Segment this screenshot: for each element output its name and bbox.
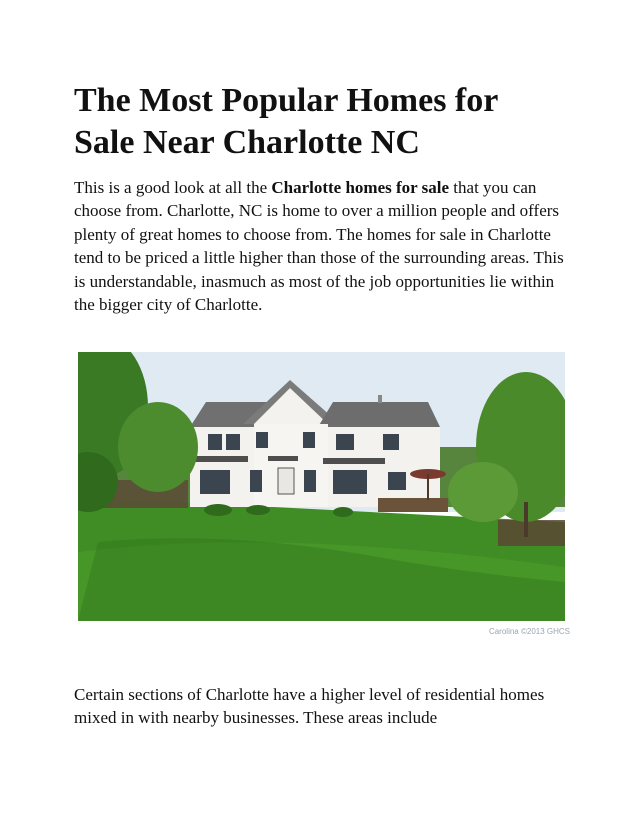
tree — [448, 462, 518, 522]
article-title — [74, 80, 574, 164]
window — [256, 432, 268, 448]
tree-trunk — [524, 502, 528, 537]
intro-bold-keyword: Charlotte homes for sale — [271, 178, 450, 197]
shrub — [333, 507, 353, 517]
umbrella-pole — [427, 474, 429, 500]
shrub — [246, 505, 270, 515]
window — [333, 470, 367, 494]
title-line-1: The Most Popular Homes for — [74, 82, 499, 119]
window — [226, 434, 240, 450]
window — [336, 434, 354, 450]
window — [250, 470, 262, 492]
window — [200, 470, 230, 494]
fence-right — [498, 520, 565, 546]
roof-right — [318, 402, 440, 427]
porch-roof-center — [268, 456, 298, 461]
tree — [118, 402, 198, 492]
window — [304, 470, 316, 492]
intro-paragraph — [74, 176, 569, 316]
window — [383, 434, 399, 450]
window — [388, 472, 406, 490]
intro-text-start: This is a good look at all the — [74, 178, 272, 197]
house-photo-illustration — [78, 352, 565, 621]
porch-roof-right — [323, 458, 385, 464]
intro-text-end: that you can choose from. Charlotte, NC is home to over a million people and offers plenty of great homes to choose from. The homes for sale in Charlotte tend to be priced a little higher than those of the surrounding areas. This is understandable, inasmuch as most of the job opportunities lie within the bigger city of Charlotte. — [74, 178, 564, 315]
house-photo — [78, 352, 565, 621]
roof-vent — [378, 395, 382, 403]
window — [303, 432, 315, 448]
door — [278, 468, 294, 494]
photo-watermark: Carolina ©2013 GHCS — [488, 627, 570, 636]
second-paragraph: Certain sections of Charlotte have a higher level of residential homes mixed in with nearby businesses. These areas include — [74, 685, 545, 728]
shrub — [204, 504, 232, 516]
title-line-2: Sale Near Charlotte NC — [74, 124, 420, 161]
deck — [378, 498, 448, 512]
window — [208, 434, 222, 450]
